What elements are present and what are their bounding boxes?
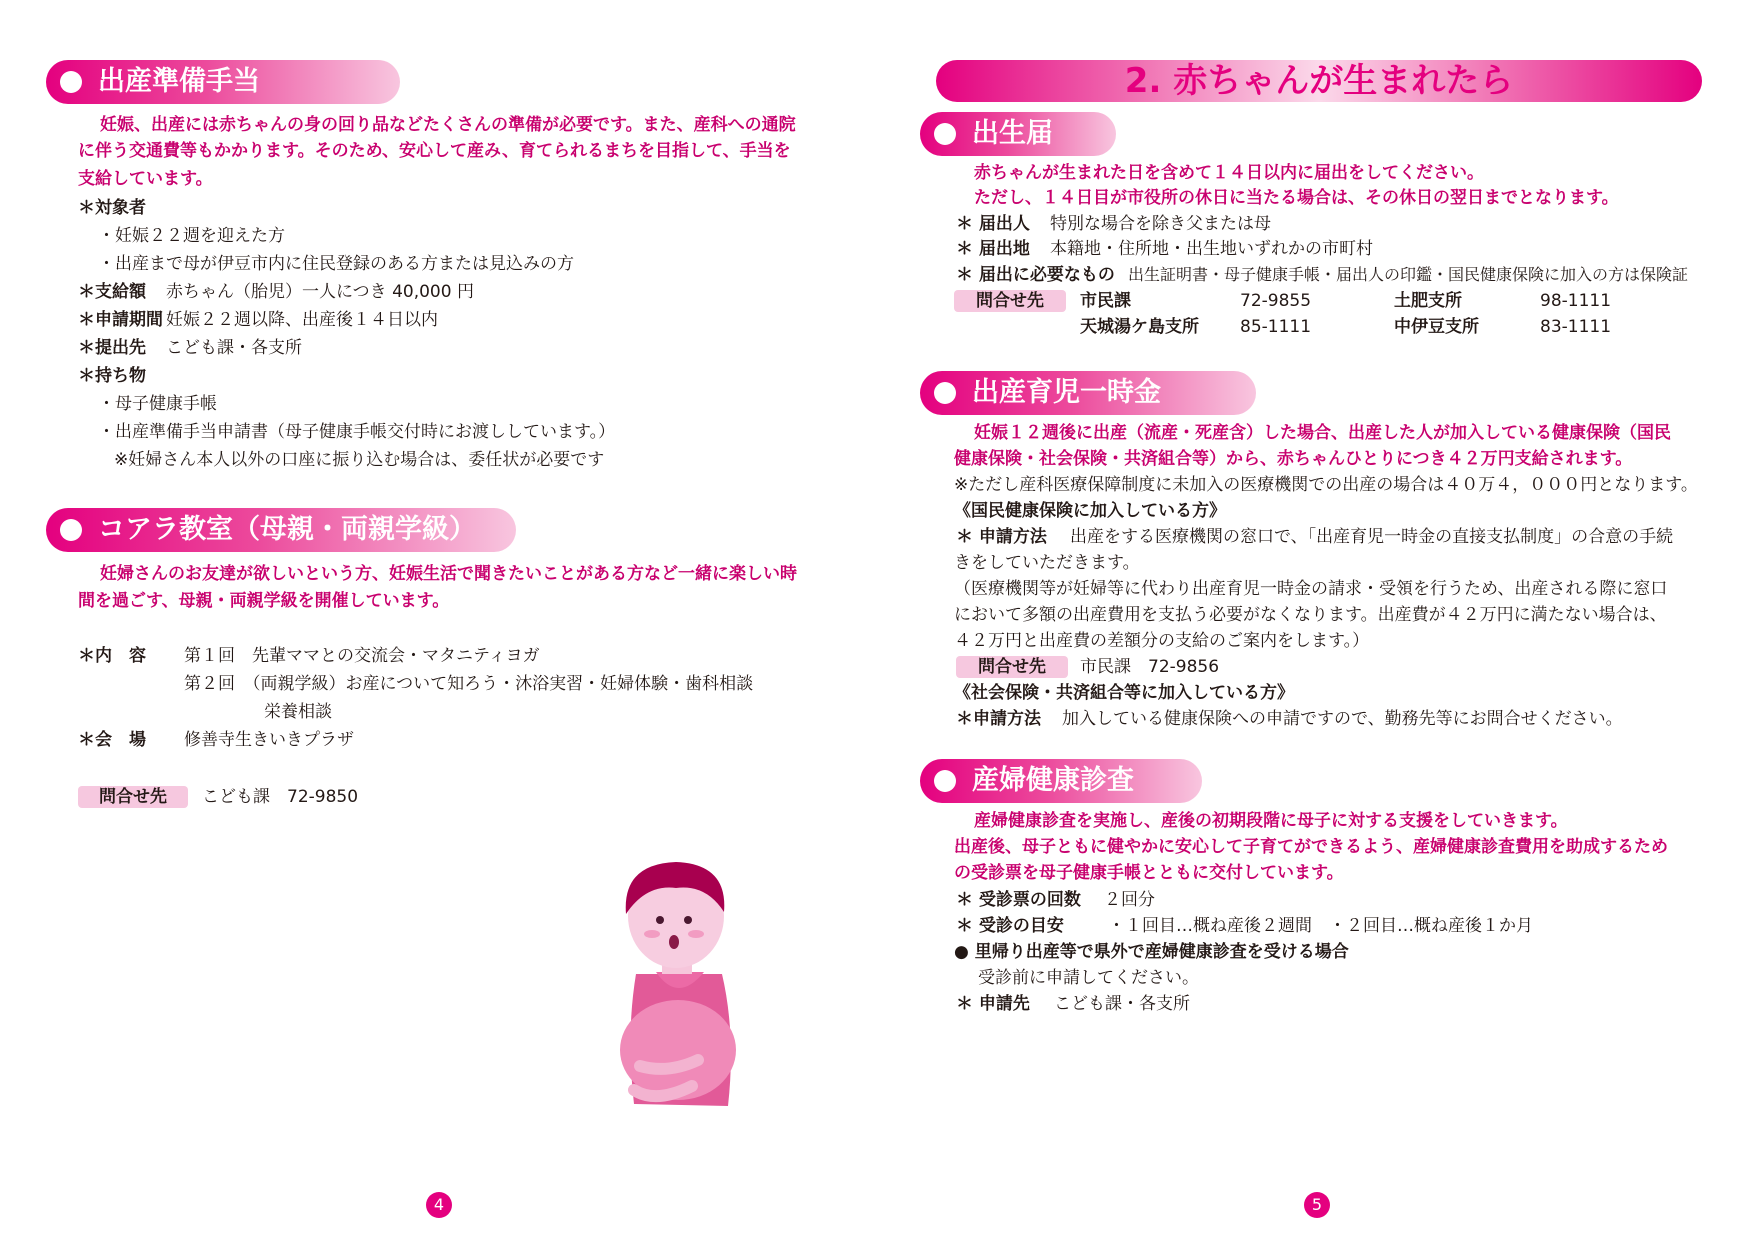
field-value: 出生証明書・母子健康手帳・届出人の印鑑・国民健康保険に加入の方は保険証: [1128, 265, 1689, 284]
body-text: （医療機関等が妊婦等に代わり出産育児一時金の請求・受領を行うため、出産される際に窓口: [954, 579, 1668, 599]
mouth-shape: [669, 935, 679, 949]
field-label: ＊申請期間: [78, 310, 163, 330]
intro-text: 出産後、母子ともに健やかに安心して子育てができるよう、産婦健康診査費用を助成するため: [954, 837, 1668, 857]
chapter-title: 2. 赤ちゃんが生まれたら: [1124, 61, 1514, 101]
cheek-shape: [688, 930, 704, 938]
field-label: ＊持ち物: [78, 366, 146, 386]
belly-shape: [620, 1000, 736, 1100]
body-text: ４２万円と出産費の差額分の支給のご案内をします。）: [954, 631, 1370, 651]
contact-tel: 98-1111: [1540, 291, 1612, 311]
intro-text: 妊婦さんのお友達が欲しいという方、妊娠生活で聞きたいことがある方など一緒に楽しい時: [100, 564, 797, 584]
contact-value: 市民課 72-9856: [1080, 657, 1220, 677]
body-text: 受診前に申請してください。: [978, 968, 1199, 988]
subheading: 《国民健康保険に加入している方》: [954, 501, 1226, 521]
body-text: において多額の出産費用を支払う必要がなくなります。出産費が４２万円に満たない場合は、: [954, 605, 1667, 625]
page-number: 4: [426, 1192, 452, 1218]
section-title: 出生届: [972, 118, 1053, 149]
eye-shape: [656, 916, 664, 924]
field-label: ＊ 申請先: [956, 994, 1030, 1014]
intro-text: に伴う交通費等もかかります。そのため、安心して産み、育てられるまちを目指して、手当を: [78, 141, 791, 161]
field-label: ＊ 受診の目安: [956, 916, 1064, 936]
list-item: ・出産まで母が伊豆市内に住民登録のある方または見込みの方: [98, 254, 574, 274]
intro-text: 間を過ごす、母親・両親学級を開催しています。: [78, 591, 450, 611]
section-heading-koala-class: [46, 508, 516, 552]
section-title: 産婦健康診査: [972, 765, 1134, 796]
intro-text: の受診票を母子健康手帳とともに交付しています。: [954, 863, 1344, 883]
contact-name: 天城湯ケ島支所: [1080, 317, 1199, 337]
contact-tag: 問合せ先: [956, 656, 1068, 678]
field-value: 第２回 （両親学級）お産について知ろう・沐浴実習・妊婦体験・歯科相談: [184, 674, 754, 694]
contact-value: こども課 72-9850: [202, 787, 359, 807]
note-text: ※妊婦さん本人以外の口座に振り込む場合は、委任状が必要です: [114, 450, 605, 470]
list-item: ・妊娠２２週を迎えた方: [98, 226, 285, 246]
field-value: こども課・各支所: [166, 338, 302, 358]
contact-tel: 72-9855: [1240, 291, 1312, 311]
field-label: ＊ 届出地: [956, 239, 1030, 259]
intro-text: 健康保険・社会保険・共済組合等）から、赤ちゃんひとりにつき４２万円支給されます。: [954, 449, 1633, 469]
bullet-dot-icon: [60, 71, 82, 93]
subheading: ● 里帰り出産等で県外で産婦健康診査を受ける場合: [954, 942, 1349, 962]
bullet-dot-icon: [60, 519, 82, 541]
section-heading-postpartum-checkup: [920, 759, 1202, 803]
contact-tel: 85-1111: [1240, 317, 1312, 337]
list-item: ・出産準備手当申請書（母子健康手帳交付時にお渡ししています。）: [98, 422, 616, 442]
field-label: ＊ 受診票の回数: [956, 890, 1081, 910]
field-value: 特別な場合を除き父または母: [1050, 214, 1271, 234]
pregnant-woman-illustration: [596, 854, 760, 1126]
section-heading-childbirth-lump-sum: [920, 371, 1256, 415]
bullet-dot-icon: [934, 770, 956, 792]
field-value: 第１回 先輩ママとの交流会・マタニティヨガ: [184, 646, 540, 666]
field-label: ＊支給額: [78, 282, 146, 302]
field-label: ＊会 場: [78, 730, 146, 750]
page-number: 5: [1304, 1192, 1330, 1218]
contact-name: 市民課: [1080, 291, 1131, 311]
field-value: 栄養相談: [264, 702, 332, 722]
field-value: 修善寺生きいきプラザ: [184, 730, 354, 750]
chapter-banner: [936, 60, 1702, 102]
right-page: [874, 0, 1749, 1241]
field-value: 赤ちゃん（胎児）一人につき 40,000 円: [166, 282, 474, 302]
intro-text: 産婦健康診査を実施し、産後の初期段階に母子に対する支援をしていきます。: [974, 811, 1568, 831]
contact-tag: 問合せ先: [78, 786, 188, 808]
intro-text: ただし、１４日目が市役所の休日に当たる場合は、その休日の翌日までとなります。: [974, 188, 1619, 208]
field-label: ＊対象者: [78, 198, 146, 218]
field-value: こども課・各支所: [1054, 994, 1190, 1014]
field-value: ・１回目…概ね産後２週間 ・２回目…概ね産後１か月: [1108, 916, 1533, 936]
body-text: きをしていただきます。: [954, 553, 1140, 573]
field-value: 本籍地・住所地・出生地いずれかの市町村: [1050, 239, 1373, 259]
contact-name: 中伊豆支所: [1394, 317, 1479, 337]
section-title: 出産準備手当: [98, 66, 260, 97]
note-text: ※ただし産科医療保障制度に未加入の医療機関での出産の場合は４０万４，０００円となります。: [954, 475, 1698, 495]
field-label: ＊ 届出人: [956, 214, 1030, 234]
section-title: 出産育児一時金: [972, 377, 1161, 408]
section-title: コアラ教室（母親・両親学級）: [98, 514, 476, 545]
intro-text: 赤ちゃんが生まれた日を含めて１４日以内に届出をしてください。: [974, 163, 1484, 183]
field-label: ＊提出先: [78, 338, 146, 358]
contact-tel: 83-1111: [1540, 317, 1612, 337]
left-page: [0, 0, 874, 1241]
field-label: ＊内 容: [78, 646, 146, 666]
field-value: 出産をする医療機関の窓口で、「出産育児一時金の直接支払制度」の合意の手続: [1070, 527, 1674, 547]
bullet-dot-icon: [934, 382, 956, 404]
intro-text: 妊娠、出産には赤ちゃんの身の回り品などたくさんの準備が必要です。また、産科への通院: [100, 115, 796, 135]
section-heading-birth-notification: [920, 112, 1116, 156]
bullet-dot-icon: [934, 123, 956, 145]
contact-name: 土肥支所: [1394, 291, 1462, 311]
field-label: ＊申請方法: [956, 709, 1041, 729]
field-value: 妊娠２２週以降、出産後１４日以内: [166, 310, 438, 330]
field-value: ２回分: [1104, 890, 1155, 910]
field-label: ＊ 申請方法: [956, 527, 1047, 547]
field-value: 加入している健康保険への申請ですので、勤務先等にお問合せください。: [1062, 709, 1623, 729]
subheading: 《社会保険・共済組合等に加入している方》: [954, 683, 1294, 703]
field-label: ＊ 届出に必要なもの: [956, 265, 1115, 285]
cheek-shape: [644, 930, 660, 938]
intro-text: 妊娠１２週後に出産（流産・死産含）した場合、出産した人が加入している健康保険（国民: [974, 423, 1671, 443]
intro-text: 支給しています。: [78, 169, 213, 189]
list-item: ・母子健康手帳: [98, 394, 217, 414]
section-heading-preparation-allowance: [46, 60, 400, 104]
contact-tag: 問合せ先: [954, 290, 1066, 312]
eye-shape: [684, 916, 692, 924]
